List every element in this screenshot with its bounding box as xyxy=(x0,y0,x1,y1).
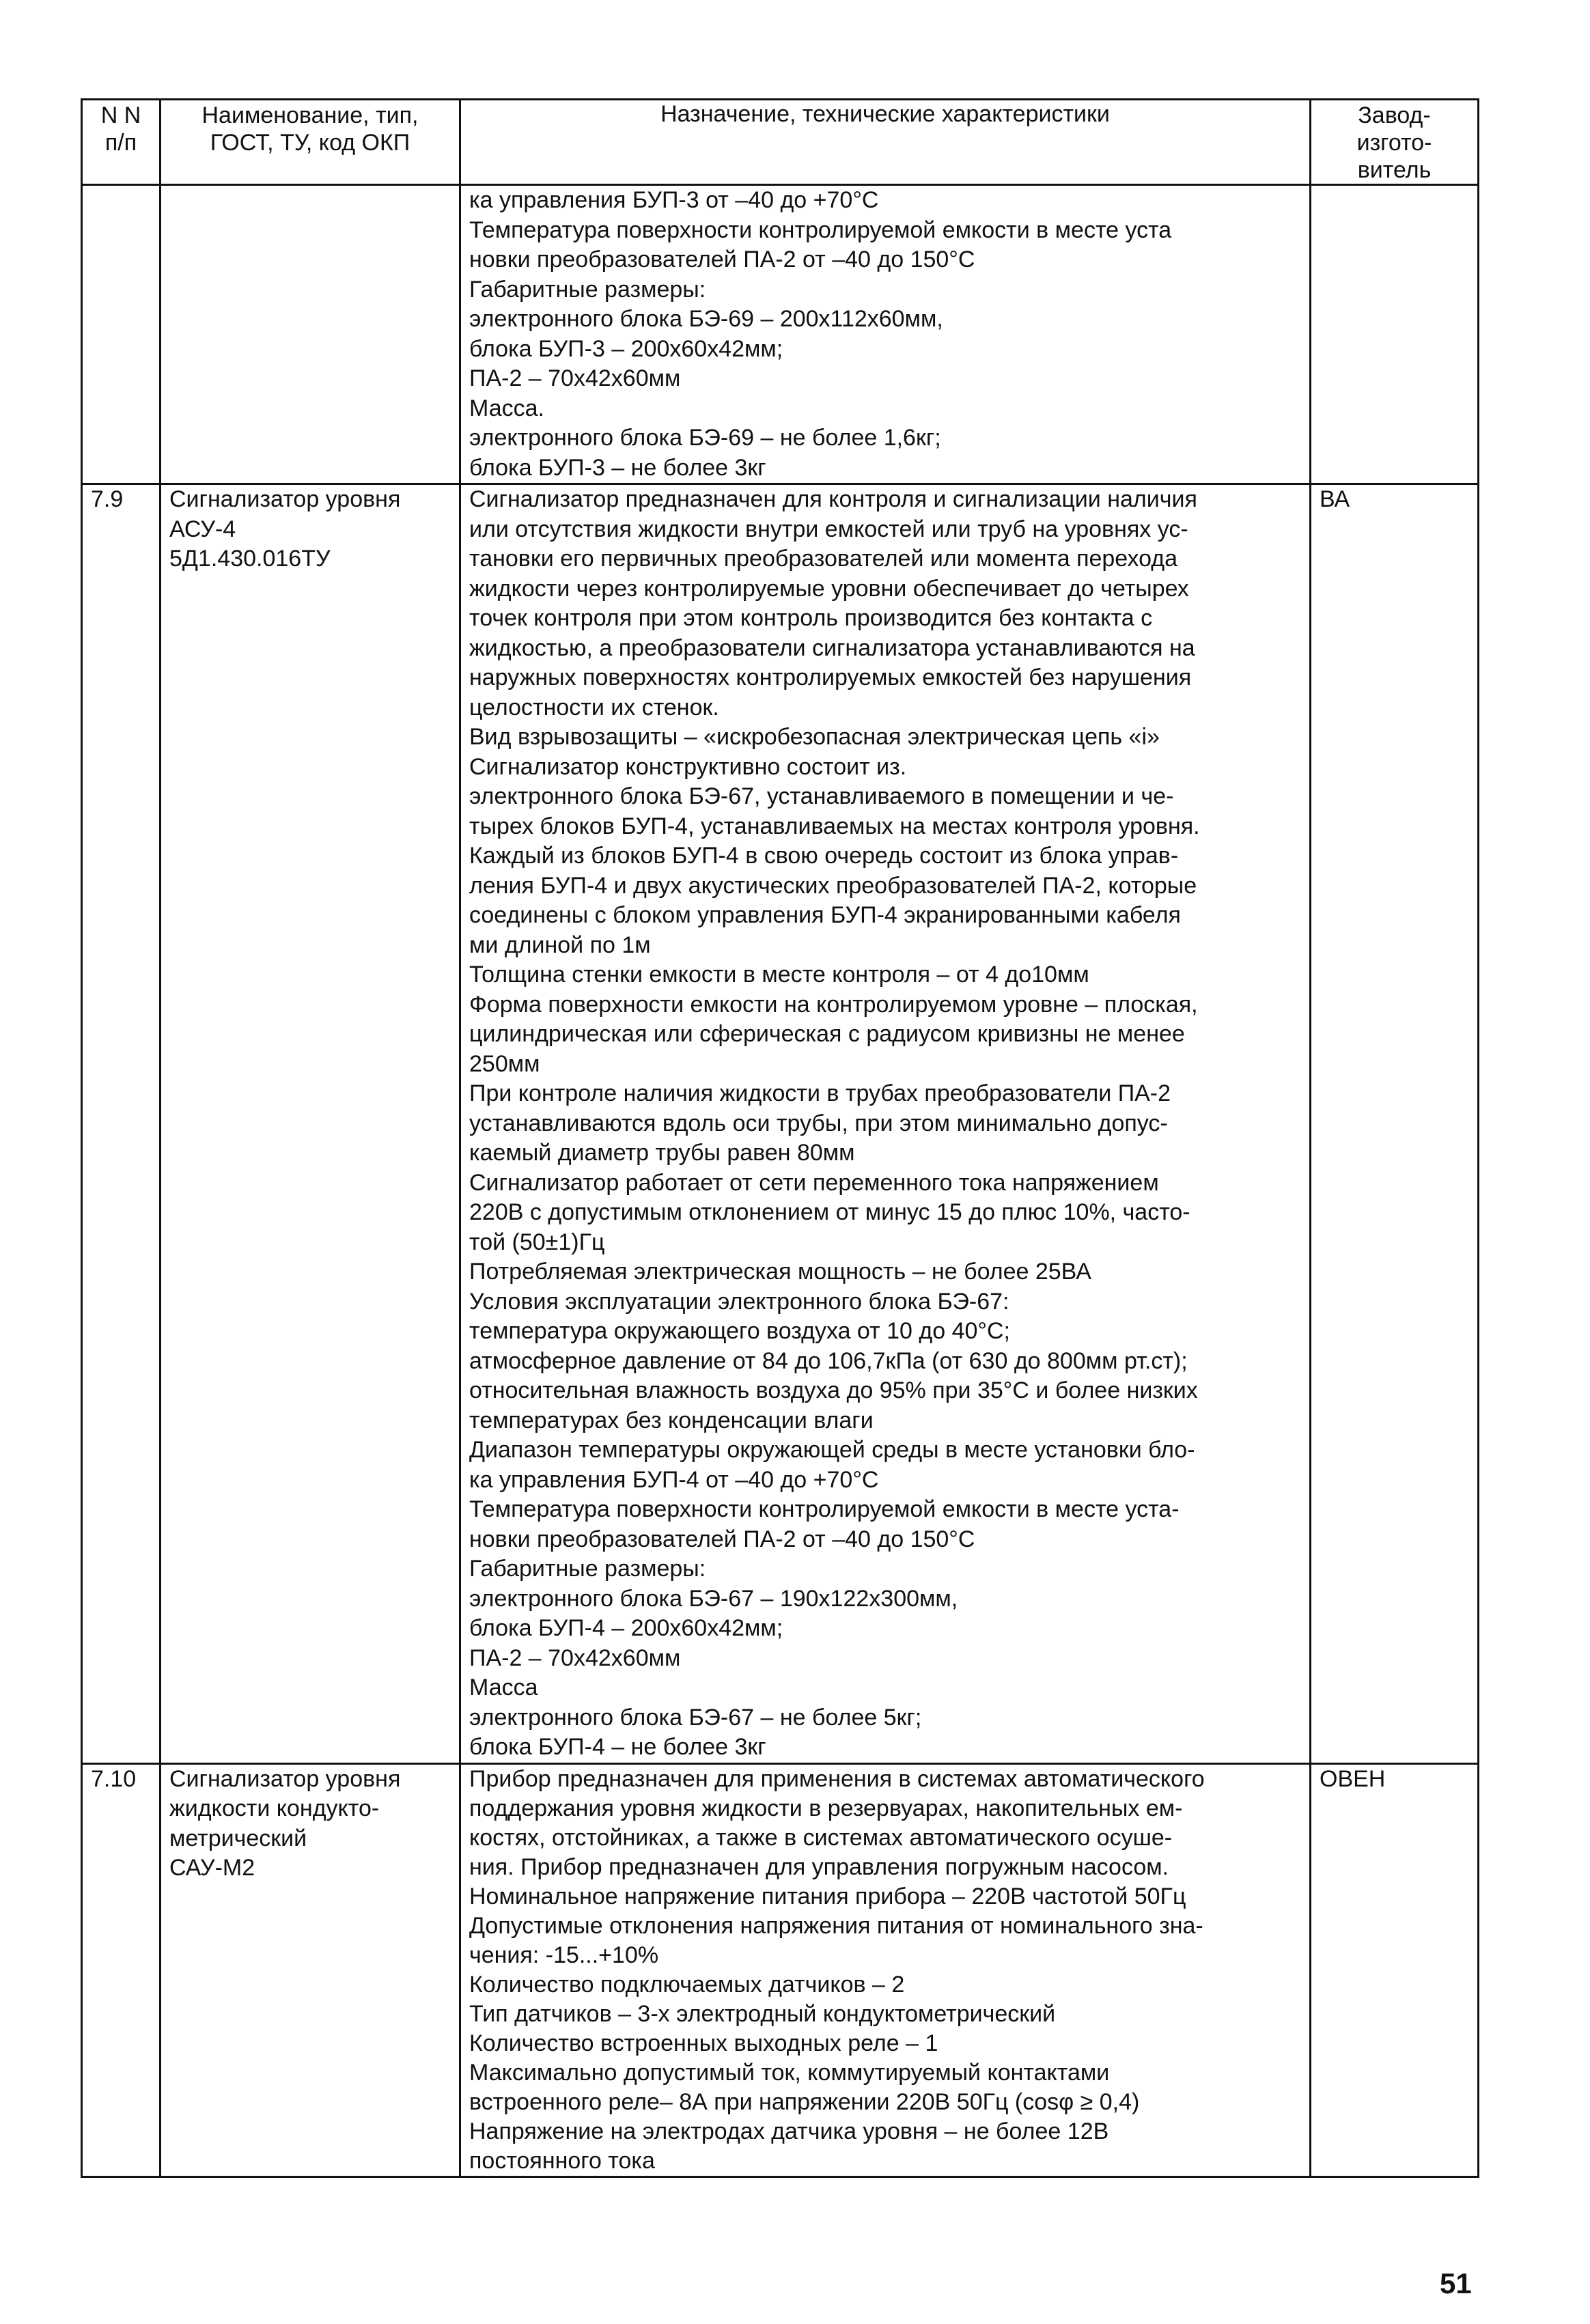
description-line: Сигнализатор предназначен для контроля и сигнализации наличия xyxy=(469,486,1197,512)
description-line: целостности их стенок. xyxy=(469,694,719,720)
description-line: температурах без конденсации влаги xyxy=(469,1407,874,1433)
description-line: каемый диаметр трубы равен 80мм xyxy=(469,1140,855,1166)
description-line: температура окружающего воздуха от 10 до 40°С; xyxy=(469,1318,1010,1344)
table-header-row xyxy=(82,100,1479,185)
description-line: или отсутствия жидкости внутри емкостей или труб на уровнях ус- xyxy=(469,516,1188,542)
description-line: соединены с блоком управления БУП-4 экранированными кабеля xyxy=(469,902,1181,928)
description-line: Диапазон температуры окружающей среды в месте установки бло- xyxy=(469,1437,1195,1463)
description-line: Температура поверхности контролируемой емкости в месте уста- xyxy=(469,1496,1180,1522)
description-line: жидкости через контролируемые уровни обеспечивает до четырех xyxy=(469,575,1189,602)
description-line: Масса xyxy=(469,1675,538,1700)
description-line: новки преобразователей ПА-2 от –40 до 150°С xyxy=(469,1526,975,1552)
description-line: Толщина стенки емкости в месте контроля – от 4 до10мм xyxy=(469,962,1089,988)
row-description xyxy=(460,1763,1311,2176)
description-line: Вид взрывозащиты – «искробезопасная электрическая цепь «i» xyxy=(469,724,1160,750)
description-line: ления БУП-4 и двух акустических преобразователей ПА-2, которые xyxy=(469,872,1197,899)
description-line: Количество подключаемых датчиков – 2 xyxy=(469,1971,905,1998)
description-line: ния. Прибор предназначен для управления погружным насосом. xyxy=(469,1853,1169,1880)
description-line: Форма поверхности емкости на контролируемом уровне – плоская, xyxy=(469,991,1198,1018)
description-line: цилиндрическая или сферическая с радиусом кривизны не менее xyxy=(469,1021,1185,1047)
description-line: чения: -15...+10% xyxy=(469,1942,659,1968)
description-line: ка управления БУП-4 от –40 до +70°С xyxy=(469,1466,879,1493)
table-row xyxy=(82,185,1479,484)
row-number xyxy=(82,185,161,484)
description-line: ка управления БУП-3 от –40 до +70°С xyxy=(469,187,879,213)
description-line: поддержания уровня жидкости в резервуарах, накопительных ем- xyxy=(469,1795,1183,1821)
description-line: жидкостью, а преобразователи сигнализатора устанавливаются на xyxy=(469,634,1195,661)
spec-table xyxy=(81,98,1479,2178)
description-line: блока БУП-3 – не более 3кг xyxy=(469,454,766,481)
description-line: электронного блока БЭ-67 – не более 5кг; xyxy=(469,1704,922,1731)
description-line: Потребляемая электрическая мощность – не более 25ВА xyxy=(469,1259,1091,1285)
description-line: блока БУП-3 – 200х60х42мм; xyxy=(469,335,783,362)
description-line: Габаритные размеры: xyxy=(469,276,706,303)
table-row xyxy=(82,1763,1479,2176)
description-line: блока БУП-4 – 200х60х42мм; xyxy=(469,1615,783,1641)
description-line: той (50±1)Гц xyxy=(469,1229,605,1255)
description-line: Допустимые отклонения напряжения питания от номинального зна- xyxy=(469,1912,1203,1939)
row-maker: ОВЕН xyxy=(1311,1763,1479,2176)
header-name: Наименование, тип, ГОСТ, ТУ, код ОКП xyxy=(161,100,460,185)
description-line: Тип датчиков – 3-х электродный кондуктометрический xyxy=(469,2000,1056,2027)
description-line: электронного блока БЭ-67 – 190х122х300мм, xyxy=(469,1585,958,1612)
description-line: 250мм xyxy=(469,1050,540,1077)
description-line: тырех блоков БУП-4, устанавливаемых на местах контроля уровня. xyxy=(469,813,1200,839)
description-line: Напряжение на электродах датчика уровня – не более 12В xyxy=(469,2118,1109,2144)
description-line: ми длиной по 1м xyxy=(469,932,651,958)
description-line: наружных поверхностях контролируемых емкостей без нарушения xyxy=(469,664,1192,690)
description-line: Габаритные размеры: xyxy=(469,1556,706,1582)
description-line: При контроле наличия жидкости в трубах преобразователи ПА-2 xyxy=(469,1080,1171,1106)
row-name: Сигнализатор уровня жидкости кондукто- метрический САУ-М2 xyxy=(161,1763,460,2176)
description-line: устанавливаются вдоль оси трубы, при этом минимально допус- xyxy=(469,1110,1168,1136)
page-number: 51 xyxy=(1440,2267,1472,2299)
description-line: блока БУП-4 – не более 3кг xyxy=(469,1734,766,1760)
description-line: Сигнализатор работает от сети переменного тока напряжением xyxy=(469,1169,1159,1196)
description-line: постоянного тока xyxy=(469,2147,655,2174)
header-desc: Назначение, технические характеристики xyxy=(460,100,1311,185)
row-maker xyxy=(1311,185,1479,484)
row-number: 7.10 xyxy=(82,1763,161,2176)
description-line: точек контроля при этом контроль производится без контакта с xyxy=(469,605,1153,631)
row-name xyxy=(161,185,460,484)
description-line: Температура поверхности контролируемой емкости в месте уста xyxy=(469,216,1172,243)
description-line: атмосферное давление от 84 до 106,7кПа (от 630 до 800мм рт.ст); xyxy=(469,1347,1188,1374)
description-line: Условия эксплуатации электронного блока БЭ-67: xyxy=(469,1288,1009,1315)
row-description xyxy=(460,185,1311,484)
row-description xyxy=(460,484,1311,1764)
description-line: Номинальное напряжение питания прибора – 220В частотой 50Гц xyxy=(469,1883,1186,1909)
description-line: Масса. xyxy=(469,395,544,421)
description-line: электронного блока БЭ-67, устанавливаемого в помещении и че- xyxy=(469,783,1174,809)
description-line: электронного блока БЭ-69 – не более 1,6кг; xyxy=(469,425,941,451)
description-line: Прибор предназначен для применения в системах автоматического xyxy=(469,1765,1205,1792)
row-number: 7.9 xyxy=(82,484,161,1764)
description-line: ПА-2 – 70х42х60мм xyxy=(469,1644,681,1671)
description-line: 220В с допустимым отклонением от минус 15 до плюс 10%, часто- xyxy=(469,1199,1190,1225)
description-line: костях, отстойниках, а также в системах автоматического осуше- xyxy=(469,1824,1173,1851)
table-row xyxy=(82,484,1479,1764)
description-line: встроенного реле– 8А при напряжении 220В 50Гц (cosφ ≥ 0,4) xyxy=(469,2088,1140,2115)
header-num: N N п/п xyxy=(82,100,161,185)
description-line: электронного блока БЭ-69 – 200х112х60мм, xyxy=(469,306,943,332)
description-line: Каждый из блоков БУП-4 в свою очередь состоит из блока управ- xyxy=(469,843,1179,869)
row-name: Сигнализатор уровня АСУ-4 5Д1.430.016ТУ xyxy=(161,484,460,1764)
description-line: тановки его первичных преобразователей или момента перехода xyxy=(469,546,1177,572)
header-maker: Завод- изгото- витель xyxy=(1311,100,1479,185)
description-line: относительная влажность воздуха до 95% при 35°С и более низких xyxy=(469,1377,1198,1403)
description-line: ПА-2 – 70х42х60мм xyxy=(469,365,681,391)
description-line: Количество встроенных выходных реле – 1 xyxy=(469,2030,938,2056)
description-line: новки преобразователей ПА-2 от –40 до 150°С xyxy=(469,247,975,272)
description-line: Максимально допустимый ток, коммутируемый контактами xyxy=(469,2059,1110,2086)
description-line: Сигнализатор конструктивно состоит из. xyxy=(469,753,907,780)
row-maker: ВА xyxy=(1311,484,1479,1764)
